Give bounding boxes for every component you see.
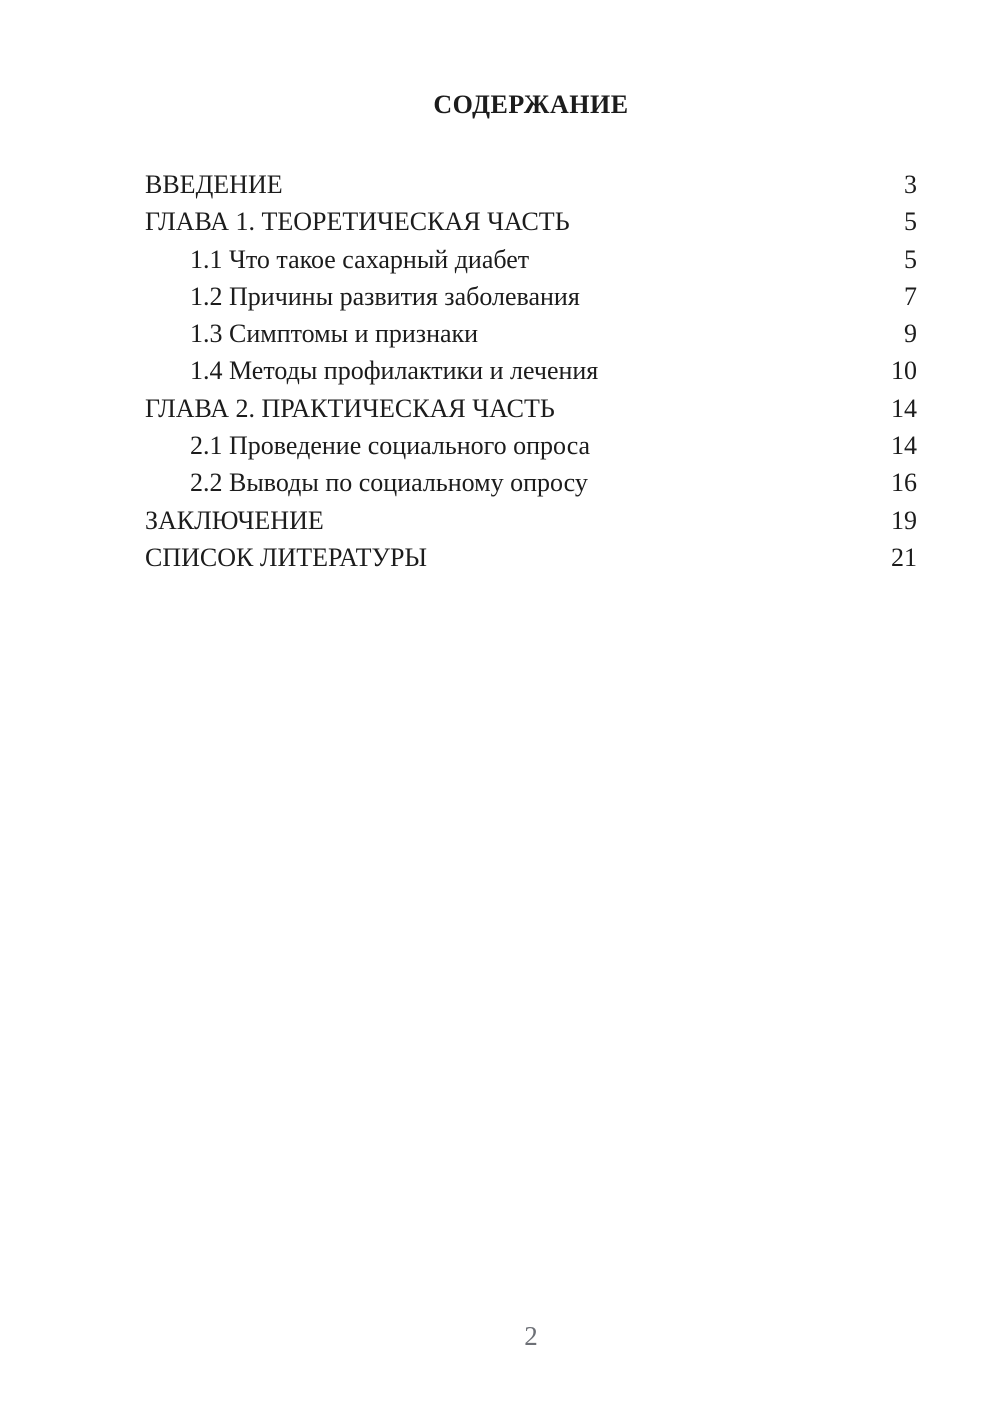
toc-entry [145, 241, 917, 278]
toc-entry-label: 1.4 Методы профилактики и лечения [190, 356, 599, 386]
toc-entry [145, 390, 917, 427]
toc-entry-page: 16 [891, 468, 917, 498]
toc-entry-label: 1.2 Причины развития заболевания [190, 281, 580, 311]
toc-entry [145, 315, 917, 352]
toc-entry-label: СПИСОК ЛИТЕРАТУРЫ [145, 542, 428, 572]
toc-entry [145, 502, 917, 539]
toc-entry-label: 1.1 Что такое сахарный диабет [190, 244, 530, 274]
toc-entry-page: 5 [904, 207, 917, 237]
toc-entry-label: ГЛАВА 2. ПРАКТИЧЕСКАЯ ЧАСТЬ [145, 393, 555, 423]
toc-entry-label: ГЛАВА 1. ТЕОРЕТИЧЕСКАЯ ЧАСТЬ [145, 207, 570, 237]
toc-entry [145, 539, 917, 576]
toc-entry-page: 7 [904, 281, 917, 311]
toc-entry-label: ЗАКЛЮЧЕНИЕ [145, 505, 324, 535]
toc-entry-page: 14 [891, 393, 917, 423]
toc-entry [145, 278, 917, 315]
toc-entry-label: 2.2 Выводы по социальному опросу [190, 468, 588, 498]
toc-entry-page: 5 [904, 244, 917, 274]
table-of-contents [145, 166, 917, 576]
toc-entry-page: 14 [891, 431, 917, 461]
page-title: СОДЕРЖАНИЕ [433, 90, 629, 119]
toc-entry-page: 9 [904, 319, 917, 349]
toc-entry-label: 1.3 Симптомы и признаки [190, 319, 479, 349]
toc-entry-page: 21 [891, 542, 917, 572]
toc-entry-page: 10 [891, 356, 917, 386]
toc-entry [145, 352, 917, 389]
toc-entry-page: 19 [891, 505, 917, 535]
toc-entry [145, 166, 917, 203]
toc-entry [145, 203, 917, 240]
toc-entry-page: 3 [904, 170, 917, 199]
page-number: 2 [524, 1321, 538, 1351]
toc-entry [145, 427, 917, 464]
toc-entry-label: 2.1 Проведение социального опроса [190, 431, 591, 461]
toc-entry [145, 464, 917, 501]
toc-entry-label: ВВЕДЕНИЕ [145, 170, 283, 199]
